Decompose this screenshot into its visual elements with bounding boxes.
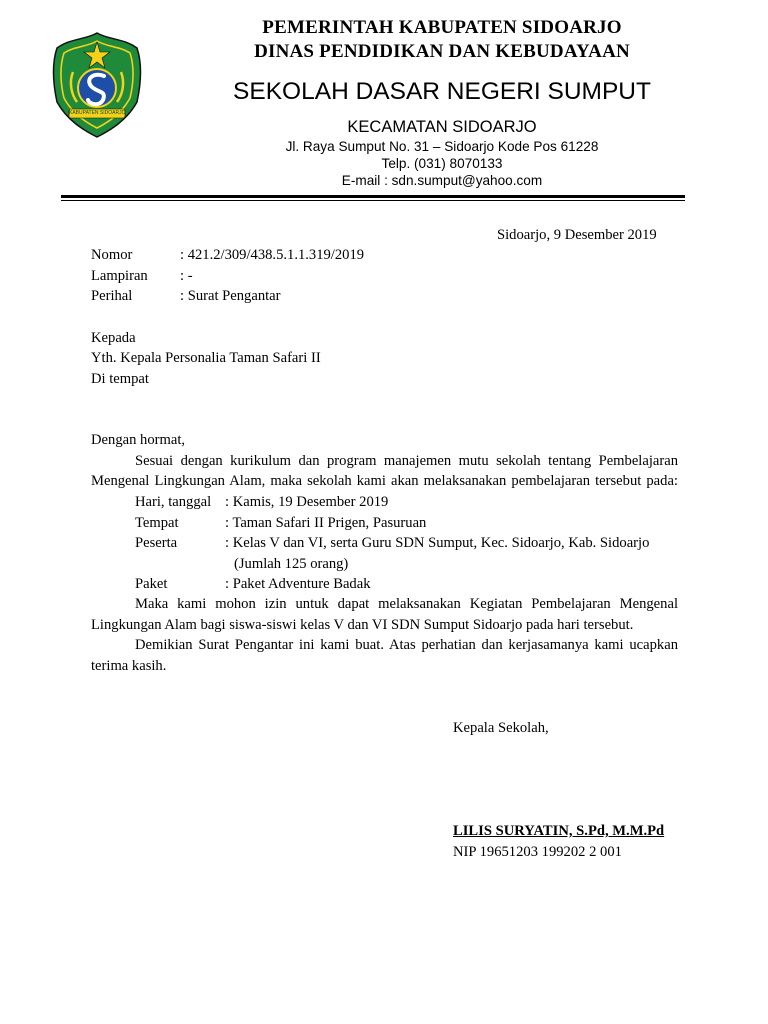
address-line: Jl. Raya Sumput No. 31 – Sidoarjo Kode Pos 61228 — [285, 139, 599, 154]
signatory-name: LILIS SURYATIN, S.Pd, M.M.Pd — [453, 823, 665, 839]
detail-label: Hari, tanggal — [135, 494, 212, 510]
letter-date: Sidoarjo, 9 Desember 2019 — [497, 227, 657, 243]
email-line: E-mail : sdn.sumput@yahoo.com — [341, 173, 543, 188]
salutation: Dengan hormat, — [91, 432, 186, 448]
phone-line: Telp. (031) 8070133 — [381, 156, 503, 171]
event-details — [135, 492, 680, 596]
meta-value: : 421.2/309/438.5.1.1.319/2019 — [180, 247, 365, 263]
paragraph-2-line-1: Maka kami mohon izin untuk dapat melaksanakan Kegiatan Pembelajaran Mengenal — [135, 596, 678, 612]
recipient-place: Di tempat — [91, 371, 149, 387]
detail-label: Peserta — [135, 535, 178, 552]
recipient-to: Kepada — [91, 330, 136, 346]
department-line: DINAS PENDIDIKAN DAN KEBUDAYAAN — [254, 41, 630, 62]
district-line: KECAMATAN SIDOARJO — [347, 118, 537, 136]
recipient-name: Yth. Kepala Personalia Taman Safari II — [91, 350, 321, 366]
detail-value: : Kamis, 19 Desember 2019 — [225, 494, 389, 510]
signatory-nip: NIP 19651203 199202 2 001 — [453, 844, 622, 860]
meta-label: Perihal — [91, 288, 133, 305]
meta-label: Nomor — [91, 247, 133, 263]
meta-value: : Surat Pengantar — [180, 288, 281, 305]
letterhead-rule-thin — [61, 200, 685, 201]
school-name: SEKOLAH DASAR NEGERI SUMPUT — [233, 78, 651, 105]
detail-label: Paket — [135, 576, 168, 593]
emblem-caption: KABUPATEN SIDOARJO — [69, 110, 125, 116]
government-line: PEMERINTAH KABUPATEN SIDOARJO — [262, 17, 622, 38]
detail-label: Tempat — [135, 514, 179, 531]
detail-value: : Paket Adventure Badak — [225, 576, 371, 593]
letter-meta — [91, 245, 491, 309]
paragraph-3-line-2: terima kasih. — [91, 658, 167, 674]
paragraph-1-line-1: Sesuai dengan kurikulum dan program manajemen mutu sekolah tentang Pembelajaran — [135, 453, 678, 469]
signature-title: Kepala Sekolah, — [453, 720, 549, 736]
detail-value: (Jumlah 125 orang) — [234, 555, 349, 572]
paragraph-1-line-2: Mengenal Lingkungan Alam, maka sekolah kami akan melaksanakan pembelajaran tersebut pada: — [91, 473, 678, 489]
meta-label: Lampiran — [91, 267, 148, 284]
paragraph-2-line-2: Lingkungan Alam bagi siswa-siswi kelas V dan VI SDN Sumput Sidoarjo pada hari tersebut. — [91, 617, 634, 633]
letterhead-rule-thick — [61, 195, 685, 198]
paragraph-3-line-1: Demikian Surat Pengantar ini kami buat. Atas perhatian dan kerjasamanya kami ucapkan — [135, 637, 678, 653]
detail-value: : Taman Safari II Prigen, Pasuruan — [225, 514, 427, 531]
meta-value: : - — [180, 267, 193, 284]
detail-value: : Kelas V dan VI, serta Guru SDN Sumput, Kec. Sidoarjo, Kab. Sidoarjo — [225, 535, 650, 552]
